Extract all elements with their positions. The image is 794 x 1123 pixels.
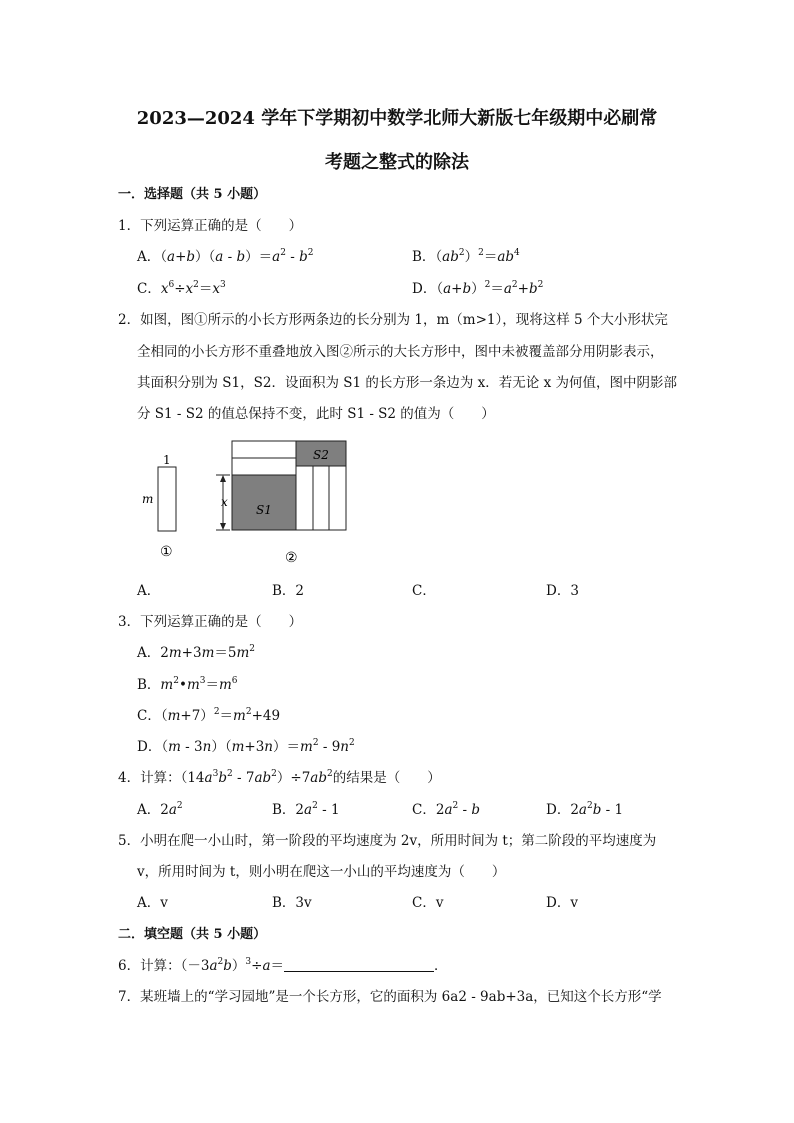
fig2-label-x: x: [221, 495, 228, 509]
q5-option-b: B．3v: [272, 895, 312, 911]
q4-option-b: B．$2a^2 - 1$: [272, 801, 340, 818]
q2-option-d: D．3: [546, 583, 579, 599]
q3-stem: 3．下列运算正确的是（ ）: [118, 614, 303, 630]
fig2-caption: ②: [285, 550, 298, 566]
section1-heading: 一．选择题（共 5 小题）: [118, 187, 267, 202]
q2-figure: [130, 435, 360, 570]
q3-option-d: D．$(m - 3n)(m+3n)=m^2 - 9n^2$: [137, 738, 355, 755]
q1-option-a: A．$(a+b)(a - b)=a^2 - b^2$: [137, 248, 314, 265]
q7-line1: 7．某班墙上的“学习园地”是一个长方形，它的面积为 6a2 - 9ab+3a，已知这个长方形“学: [118, 989, 662, 1005]
fig2-label-s1: S1: [256, 503, 272, 517]
q1-option-b: B．$(ab^2)^2=ab^4$: [412, 248, 520, 265]
q5-option-a: A．v: [137, 895, 168, 911]
q4-option-d: D．$2a^2b - 1$: [546, 801, 624, 818]
fig1-caption: ①: [160, 544, 173, 560]
q3-option-c: C．$(m+7)^2=m^2+49$: [137, 707, 281, 724]
q4-option-a: A．$2a^2$: [137, 801, 183, 818]
q3-option-b: B．$m^2•m^3=m^6$: [137, 676, 238, 693]
q2-line3: 其面积分别为 S1，S2．设面积为 S1 的长方形一条边为 x．若无论 x 为何值，图中阴影部: [137, 375, 677, 391]
q2-line2: 全相同的小长方形不重叠地放入图②所示的大长方形中，图中未被覆盖部分用阴影表示，: [137, 344, 664, 360]
q5-option-d: D．v: [546, 895, 578, 911]
section2-heading: 二．填空题（共 5 小题）: [118, 927, 267, 942]
q6-stem: 6．计算：$(-3a^2b)^3\div a=$ ．: [118, 957, 448, 974]
fig1-label-1: 1: [163, 453, 171, 467]
q4-stem: 4．计算：$(14a^3b^2 - 7ab^2)\div 7ab^2$的结果是（ ）: [118, 769, 441, 786]
q2-line1: 2．如图，图①所示的小长方形两条边的长分别为 1，m（m>1），现将这样 5 个大小形状完: [118, 312, 668, 328]
q4-option-c: C．$2a^2$ - b: [412, 801, 481, 818]
q2-option-a: A．: [137, 583, 161, 599]
q5-option-c: C．v: [412, 895, 444, 911]
q1-stem: 1．下列运算正确的是（ ）: [118, 218, 303, 234]
fig1-label-m: m: [142, 492, 154, 506]
q2-option-c: C．: [412, 583, 436, 599]
q2-line4: 分 S1 - S2 的值总保持不变，此时 S1 - S2 的值为（ ）: [137, 406, 495, 422]
q1-option-d: D．$(a+b)^2=a^2+b^2$: [412, 280, 544, 297]
fig1-small-rectangle: [158, 467, 176, 531]
q1-option-c: C．$x^6\div x^2=x^3$: [137, 280, 226, 297]
q6-answer-blank[interactable]: [284, 959, 434, 972]
doc-title-line2: 考题之整式的除法: [325, 152, 469, 173]
q5-line2: v，所用时间为 t，则小明在爬这一小山的平均速度为（ ）: [137, 864, 506, 880]
q2-option-b: B．2: [272, 583, 305, 599]
fig2-label-s2: S2: [313, 448, 329, 462]
q5-line1: 5．小明在爬一小山时，第一阶段的平均速度为 2v，所用时间为 t；第二阶段的平均速度为: [118, 833, 657, 849]
doc-title-line1: 2023—2024 学年下学期初中数学北师大新版七年级期中必刷常: [136, 108, 658, 129]
q3-option-a: A．$2m+3m=5m^2$: [137, 644, 256, 661]
